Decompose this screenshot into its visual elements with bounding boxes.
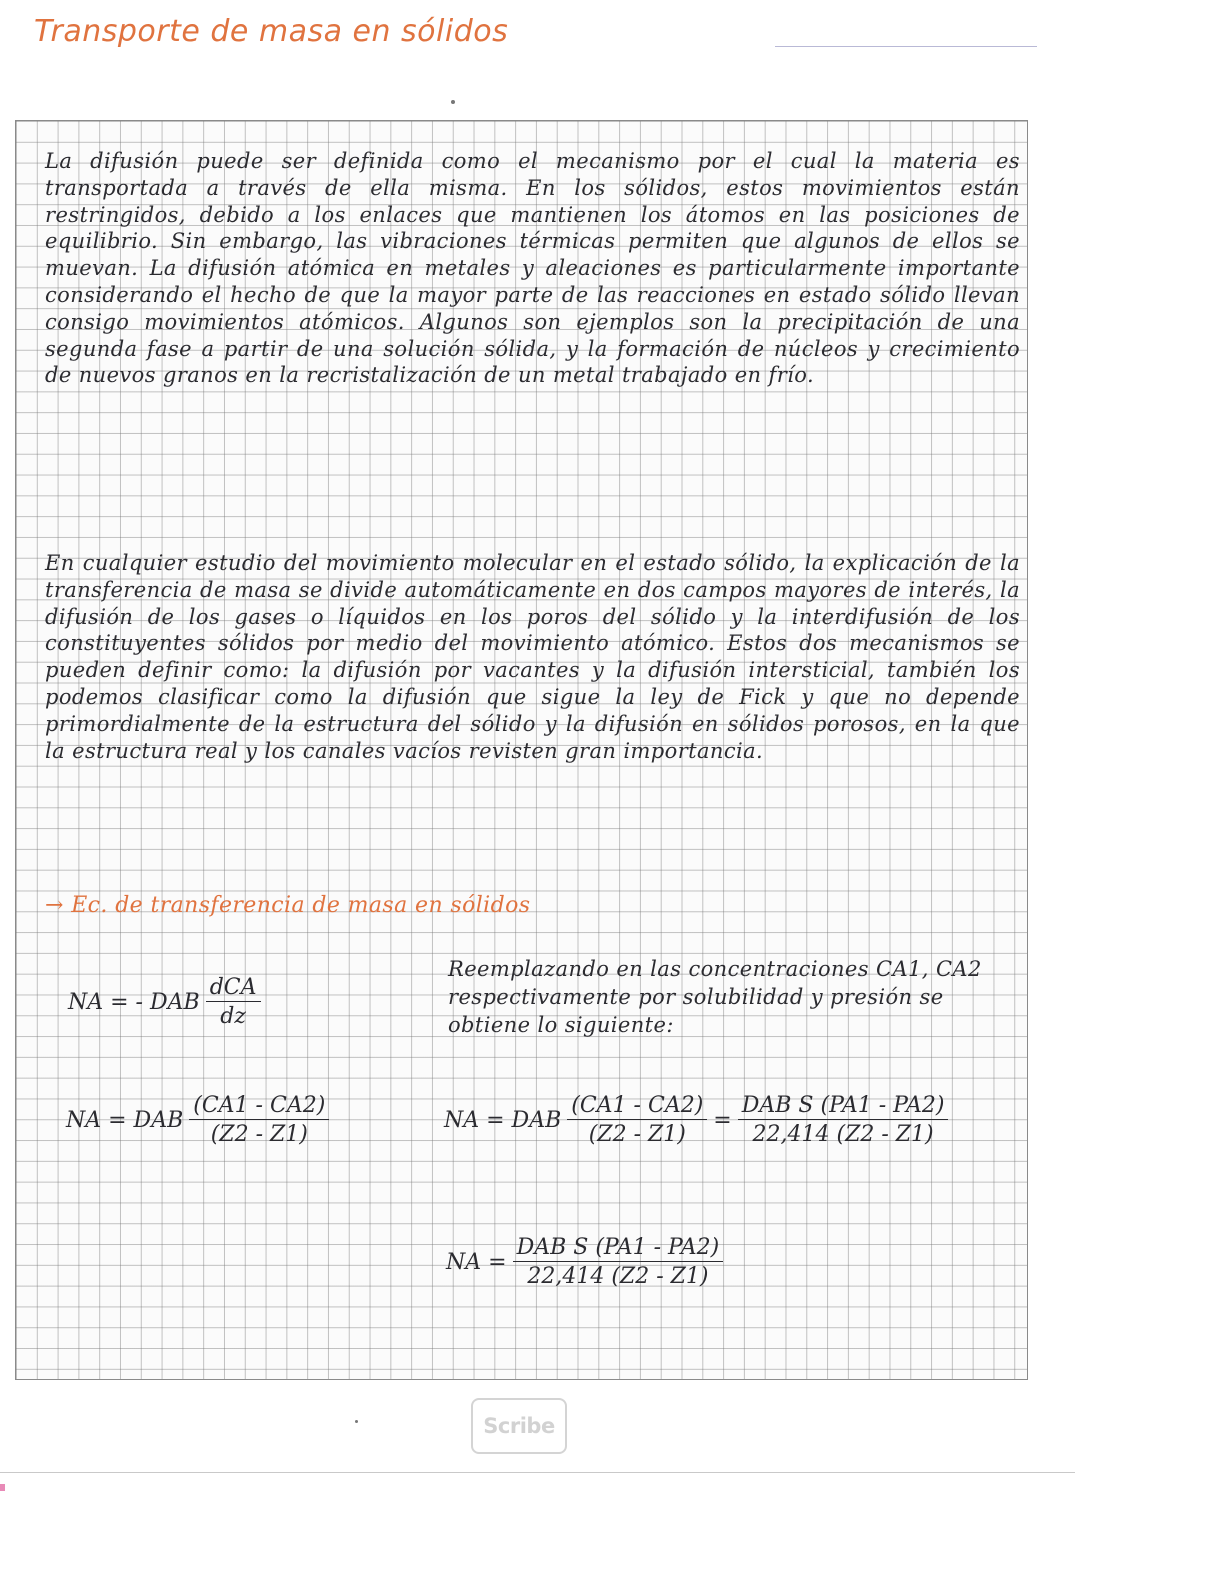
eq3-lhs: NA = DAB (444, 1107, 562, 1133)
eq4-lhs: NA = (446, 1249, 507, 1275)
eq3-numerator: (CA1 - CA2) (567, 1093, 707, 1120)
ink-dot (355, 1420, 358, 1423)
eq4-fraction (513, 1235, 724, 1289)
eq1-numerator: dCA (206, 975, 261, 1002)
eq3-numerator-2: DAB S (PA1 - PA2) (738, 1093, 949, 1120)
eq3-fraction-2 (738, 1093, 949, 1147)
eq1-lhs: NA = - DAB (68, 989, 200, 1015)
eq1-denominator: dz (220, 1004, 246, 1029)
eq2-denominator: (Z2 - Z1) (210, 1122, 308, 1147)
equation-final (446, 1235, 729, 1289)
eq3-denominator-2: 22,414 (Z2 - Z1) (752, 1122, 934, 1147)
page-title: Transporte de masa en sólidos (34, 14, 509, 49)
replacement-note: Reemplazando en las concentraciones CA1, CA2 respectivamente por solubilidad y presión se obtiene lo siguiente: (448, 957, 982, 1037)
eq2-lhs: NA = DAB (66, 1107, 184, 1133)
paragraph-molecular-movement: En cualquier estudio del movimiento molecular en el estado sólido, la explicación de la transferencia de masa se divide automáticamente en dos campos mayores de interés, la difusión de los gases o líquidos en los poros del sólido y la interdifusión de los constituyentes sólidos por medio del movimiento atómico. Estos dos mecanismos se pueden definir como: la difusión por vacantes y la difusión intersticial, también los podemos clasificar como la difusión que sigue la ley de Fick y que no depende primordialmente de la estructura del sólido y la difusión en sólidos porosos, en la que la estructura real y los canales vacíos revisten gran importancia. (45, 551, 1020, 763)
equation-integrated (66, 1093, 335, 1147)
edge-mark (0, 1484, 5, 1491)
eq2-fraction (189, 1093, 329, 1147)
eq4-denominator: 22,414 (Z2 - Z1) (527, 1264, 709, 1289)
eq4-numerator: DAB S (PA1 - PA2) (513, 1235, 724, 1262)
bottom-rule (0, 1472, 1075, 1473)
eq1-fraction (206, 975, 261, 1029)
paragraph-diffusion-definition: La difusión puede ser definida como el mecanismo por el cual la materia es transportada a través de ella misma. En los sólidos, estos movimientos están restringidos, debido a los enlaces que mantienen los átomos en las posiciones de equilibrio. Sin embargo, las vibraciones térmicas permiten que algunos de ellos se muevan. La difusión atómica en metales y aleaciones es particularmente importante considerando el hecho de que la mayor parte de las reacciones en estado sólido llevan consigo movimientos atómicos. Algunos son ejemplos son la precipitación de una segunda fase a partir de una solución sólida, y la formación de núcleos y crecimiento de nuevos granos en la recristalización de un metal trabajado en frío. (45, 149, 1020, 388)
eq3-denominator: (Z2 - Z1) (588, 1122, 686, 1147)
ink-dot (451, 100, 455, 104)
eq3-equals: = (713, 1107, 732, 1133)
equation-fick-law (68, 975, 267, 1029)
eq3-fraction (567, 1093, 707, 1147)
equation-solubility (444, 1093, 954, 1147)
scribe-logo: Scribe (471, 1398, 567, 1454)
eq2-numerator: (CA1 - CA2) (189, 1093, 329, 1120)
section-heading: → Ec. de transferencia de masa en sólidos (45, 893, 531, 918)
title-rule (775, 46, 1037, 47)
